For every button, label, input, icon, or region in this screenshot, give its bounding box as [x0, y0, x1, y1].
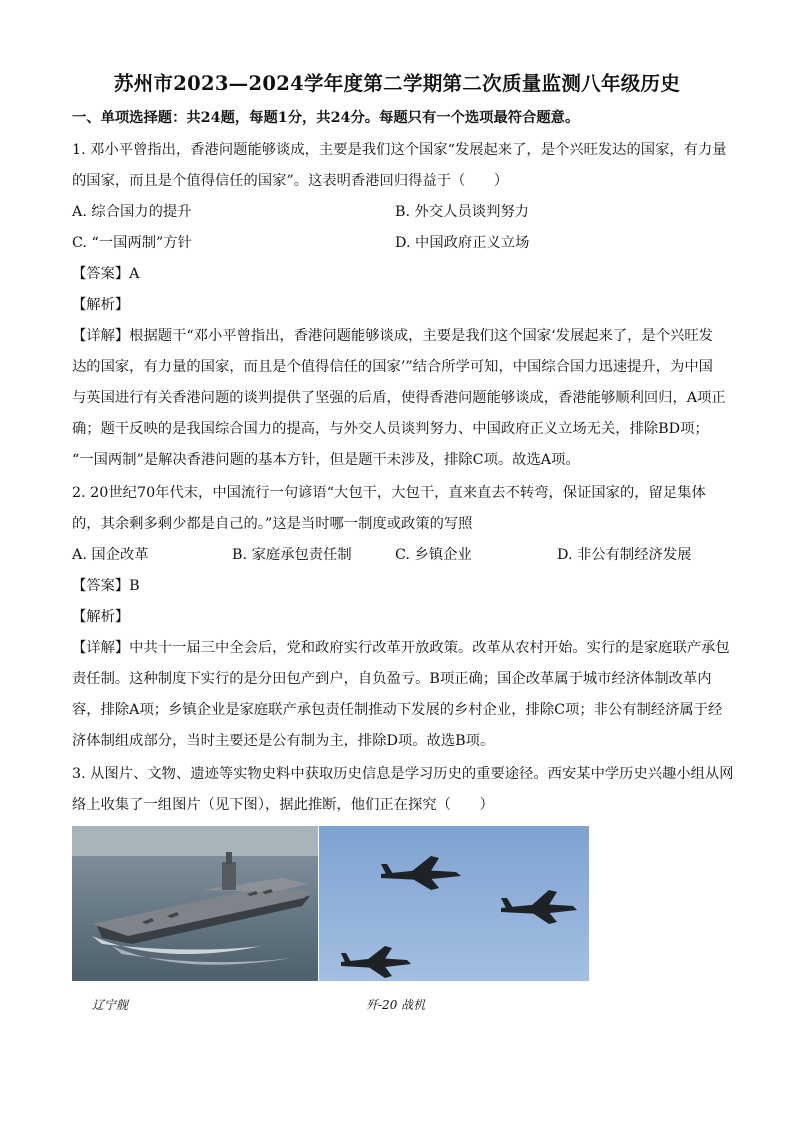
q2-answer: 【答案】B: [72, 578, 140, 594]
q1-detail-line-2: 达的国家，有力量的国家，而且是个值得信任的国家’”结合所学可知，中国综合国力迅速提升，为中国: [72, 359, 713, 375]
q1-option-d: D. 中国政府正义立场: [395, 235, 530, 251]
q2-option-a: A. 国企改革: [72, 547, 149, 563]
page-title: 苏州市2023—2024学年度第二学期第二次质量监测八年级历史: [113, 72, 681, 95]
q1-option-c: C. “一国两制”方针: [72, 235, 192, 251]
q2-stem-line-1: 2. 20世纪70年代末，中国流行一句谚语“大包干，大包干，直来直去不转弯，保证国家的，留足集体: [72, 485, 706, 501]
q2-option-b: B. 家庭承包责任制: [232, 547, 352, 563]
q1-detail-line-1: 【详解】根据题干“邓小平曾指出，香港问题能够谈成，主要是我们这个国家‘发展起来了，是个兴旺发: [72, 328, 713, 344]
q1-answer: 【答案】A: [72, 266, 140, 282]
q3-stem-line-2: 络上收集了一组图片（见下图），据此推断，他们正在探究（ ）: [72, 797, 494, 813]
q2-stem-line-2: 的，其余剩多剩少都是自己的。”这是当时哪一制度或政策的写照: [72, 516, 473, 532]
q1-analysis-label: 【解析】: [72, 297, 130, 313]
q2-detail-line-4: 济体制组成部分，当时主要还是公有制为主，排除D项。故选B项。: [72, 733, 495, 749]
section-heading: 一、单项选择题：共24题，每题1分，共24分。每题只有一个选项最符合题意。: [72, 110, 580, 126]
j20-fighter-photo: [319, 826, 589, 981]
q1-stem-line-1: 1. 邓小平曾指出，香港问题能够谈成，主要是我们这个国家“发展起来了，是个兴旺发达的国家，有力量: [72, 142, 727, 158]
q1-option-a: A. 综合国力的提升: [72, 204, 192, 220]
q2-detail-line-2: 责任制。这种制度下实行的是分田包产到户，自负盈亏。B项正确；国企改革属于城市经济体制改革内: [72, 671, 712, 687]
q1-detail-line-3: 与英国进行有关香港问题的谈判提供了坚强的后盾，使得香港问题能够谈成，香港能够顺利回归，A项正: [72, 390, 726, 406]
q2-option-c: C. 乡镇企业: [395, 547, 472, 563]
q1-detail-line-4: 确；题干反映的是我国综合国力的提高，与外交人员谈判努力、中国政府正义立场无关，排除BD项；: [72, 421, 709, 437]
q2-detail-line-3: 容，排除A项；乡镇企业是家庭联产承包责任制推动下发展的乡村企业，排除C项；非公有制经济属于经: [72, 702, 723, 718]
q2-detail-line-1: 【详解】中共十一届三中全会后，党和政府实行改革开放政策。改革从农村开始。实行的是家庭联产承包: [72, 640, 730, 656]
q1-stem-line-2: 的国家，而且是个值得信任的国家”。这表明香港回归得益于（ ）: [72, 173, 509, 189]
caption-j20: 歼-20 战机: [366, 998, 426, 1012]
q2-analysis-label: 【解析】: [72, 609, 130, 625]
q1-detail-line-5: “一国两制”是解决香港问题的基本方针，但是题干未涉及，排除C项。故选A项。: [72, 452, 580, 468]
caption-liaoning: 辽宁舰: [92, 998, 129, 1012]
aircraft-carrier-photo: [72, 826, 318, 981]
q1-option-b: B. 外交人员谈判努力: [395, 204, 529, 220]
q2-option-d: D. 非公有制经济发展: [557, 547, 692, 563]
q3-stem-line-1: 3. 从图片、文物、遗迹等实物史料中获取历史信息是学习历史的重要途径。西安某中学历史兴趣小组从网: [72, 766, 734, 782]
